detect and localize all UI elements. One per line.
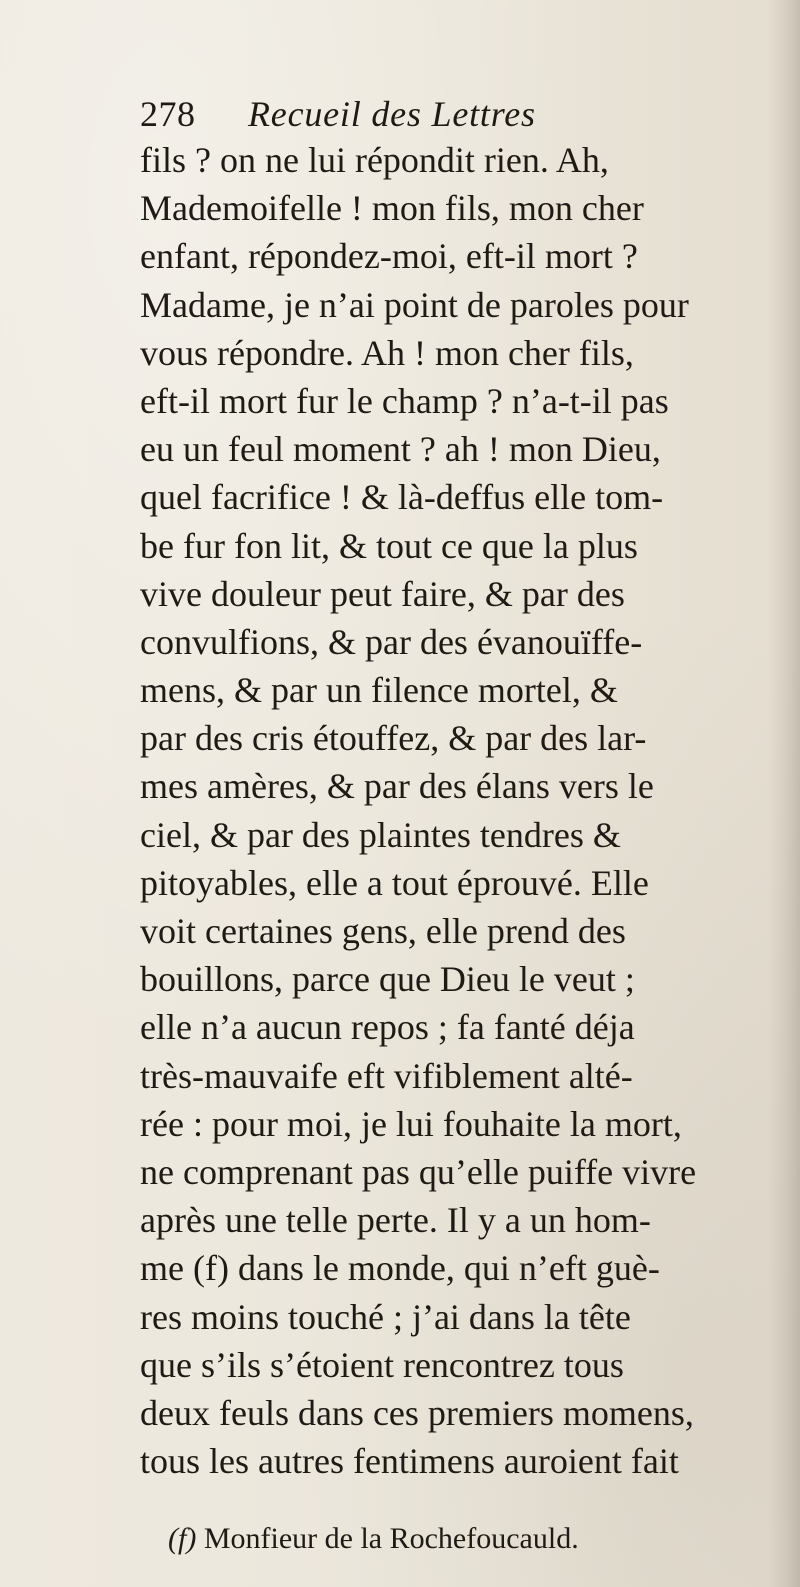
text-line: très-mauvaife eft vifiblement alté- <box>140 1055 633 1096</box>
footnote <box>168 1518 758 1560</box>
text-line: deux feuls dans ces premiers momens, <box>140 1392 694 1433</box>
text-line: Mademoifelle ! mon fils, mon cher <box>140 188 644 229</box>
text-line: fils ? on ne lui répondit rien. Ah, <box>140 140 609 180</box>
running-header <box>140 92 660 136</box>
text-line: tous les autres fentimens auroient fait <box>140 1441 679 1482</box>
text-line: convulfions, & par des évanouïffe- <box>140 621 643 662</box>
text-line: elle n’a aucun repos ; fa fanté déja <box>140 1007 635 1048</box>
text-line: Madame, je n’ai point de paroles pour <box>140 284 689 325</box>
footnote-text: Monfieur de la Rochefoucauld. <box>203 1522 579 1555</box>
header-title: Recueil des Lettres <box>248 94 536 134</box>
text-line: après une telle perte. Il y a un hom- <box>140 1200 651 1241</box>
text-line: eu un feul moment ? ah ! mon Dieu, <box>140 429 661 470</box>
text-line: voit certaines gens, elle prend des <box>140 911 626 951</box>
page-number: 278 <box>140 94 196 134</box>
text-line: vive douleur peut faire, & par des <box>140 573 625 614</box>
text-line: mes amères, & par des élans vers le <box>140 766 654 807</box>
text-line: mens, & par un filence mortel, & <box>140 670 618 711</box>
text-line: rée : pour moi, je lui fouhaite la mort, <box>140 1103 682 1144</box>
text-line: res moins touché ; j’ai dans la tête <box>140 1296 631 1337</box>
text-line: ne comprenant pas qu’elle puiffe vivre <box>140 1151 697 1192</box>
footnote-marker: (f) <box>168 1522 197 1555</box>
page-edge-shadow <box>768 0 800 1587</box>
text-line: me (f) dans le monde, qui n’eft guè- <box>140 1248 660 1289</box>
text-line: par des cris étouffez, & par des lar- <box>140 718 647 759</box>
body-text <box>140 136 770 1485</box>
text-line: be fur fon lit, & tout ce que la plus <box>140 525 638 566</box>
text-line: que s’ils s’étoient rencontrez tous <box>140 1344 624 1385</box>
text-line: eft-il mort fur le champ ? n’a-t-il pas <box>140 380 669 421</box>
text-line: pitoyables, elle a tout éprouvé. Elle <box>140 862 649 903</box>
text-line: ciel, & par des plaintes tendres & <box>140 814 621 855</box>
text-line: quel facrifice ! & là-deffus elle tom- <box>140 477 664 518</box>
text-line: vous répondre. Ah ! mon cher fils, <box>140 332 634 373</box>
text-line: bouillons, parce que Dieu le veut ; <box>140 959 635 1000</box>
text-line: enfant, répondez-moi, eft-il mort ? <box>140 236 638 277</box>
